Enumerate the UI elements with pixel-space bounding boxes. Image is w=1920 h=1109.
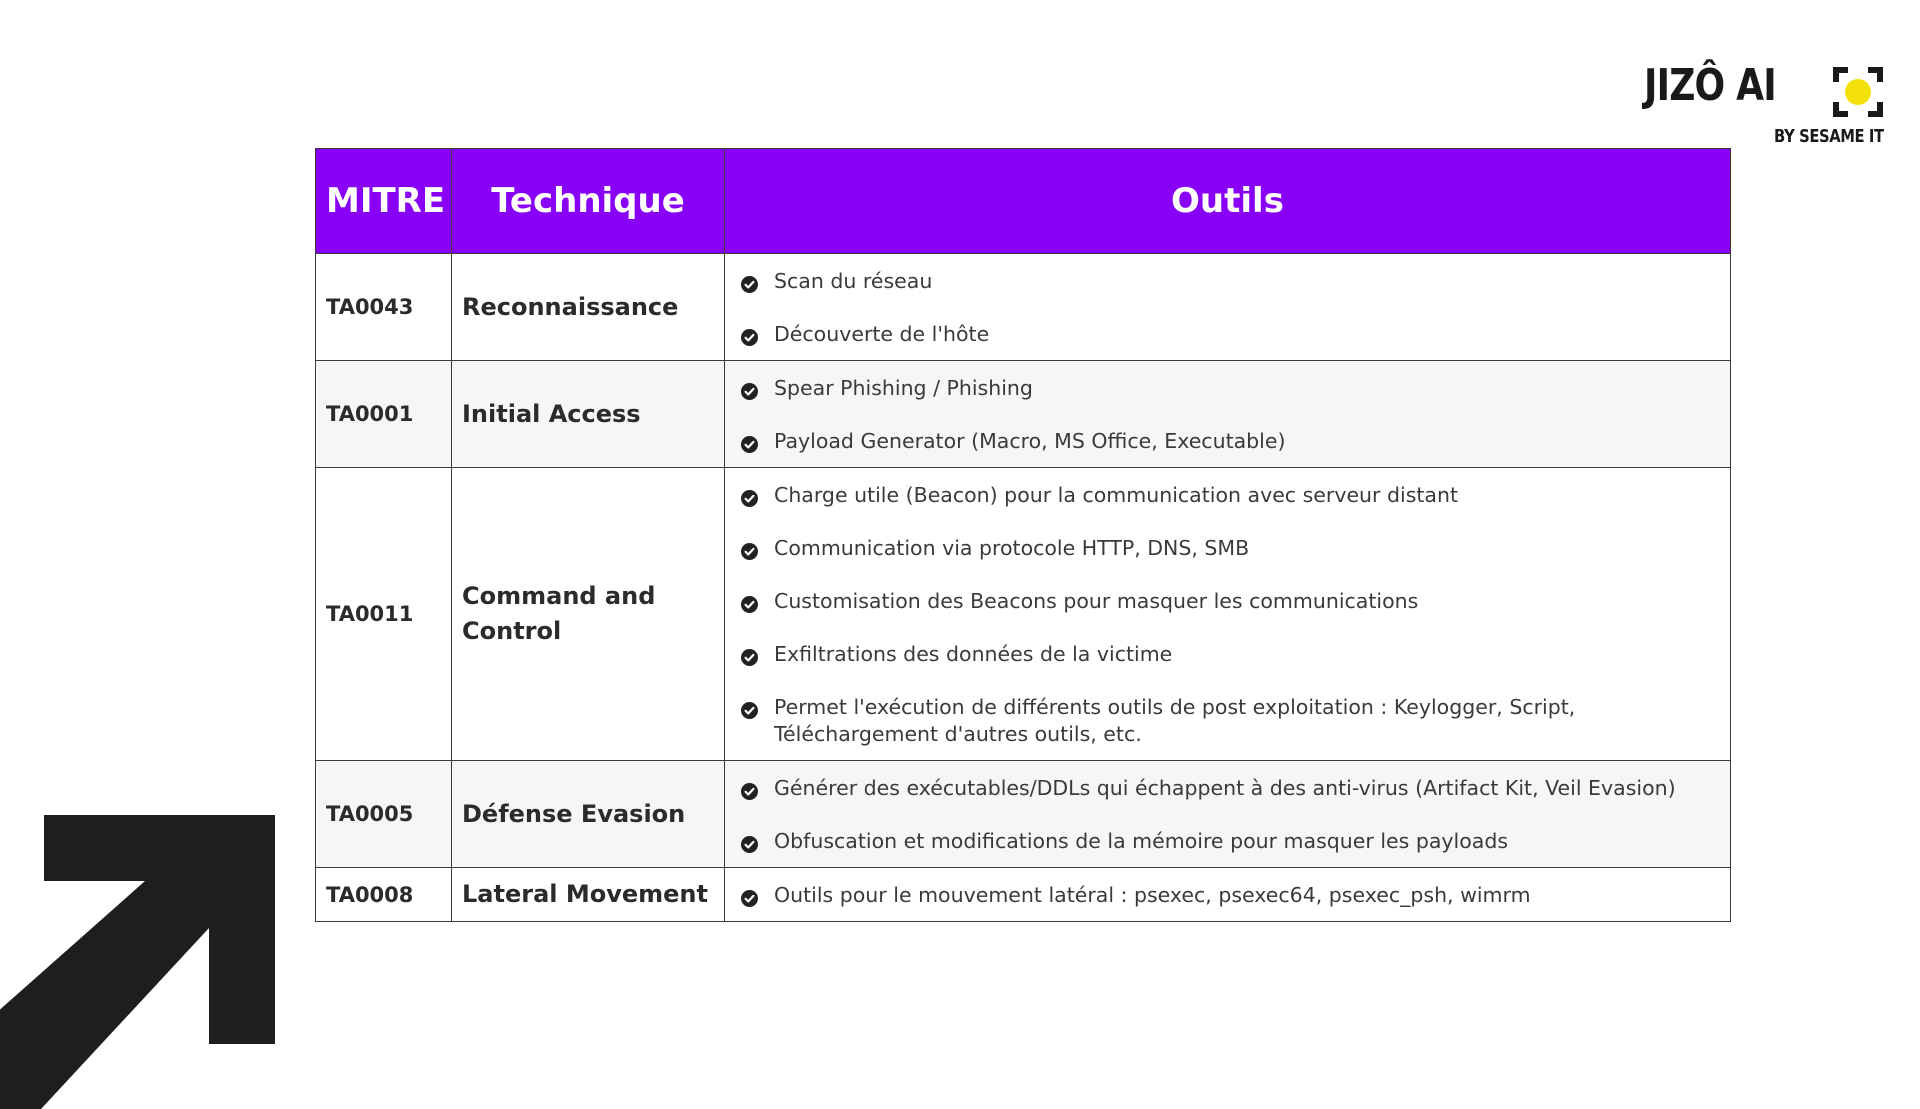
tools-cell <box>725 254 1731 361</box>
check-circle-icon <box>741 593 758 610</box>
tool-item <box>741 268 1714 295</box>
header-mitre: MITRE <box>316 149 452 254</box>
tool-item <box>741 694 1714 748</box>
tools-cell <box>725 361 1731 468</box>
tool-item <box>741 882 1714 909</box>
check-circle-icon <box>741 326 758 343</box>
table-row <box>316 361 1731 468</box>
mitre-id: TA0043 <box>316 254 452 361</box>
tool-text: Spear Phishing / Phishing <box>774 376 1033 400</box>
tool-item <box>741 641 1714 668</box>
table-row <box>316 868 1731 922</box>
tool-text: Générer des exécutables/DDLs qui échappent à des anti-virus (Artifact Kit, Veil Evasion) <box>774 776 1676 800</box>
mitre-table-container <box>315 148 1731 922</box>
table-header-row <box>316 149 1731 254</box>
mitre-id: TA0011 <box>316 468 452 761</box>
check-circle-icon <box>741 646 758 663</box>
tools-list <box>741 482 1714 748</box>
tools-cell <box>725 761 1731 868</box>
check-circle-icon <box>741 433 758 450</box>
tools-cell <box>725 868 1731 922</box>
tool-text: Permet l'exécution de différents outils de post exploitation : Keylogger, Script, Téléchargement d'autres outils, etc. <box>774 695 1576 746</box>
mitre-id: TA0005 <box>316 761 452 868</box>
check-circle-icon <box>741 540 758 557</box>
mitre-id: TA0001 <box>316 361 452 468</box>
check-circle-icon <box>741 887 758 904</box>
tool-item <box>741 828 1714 855</box>
technique-name: Défense Evasion <box>452 761 725 868</box>
tool-text: Payload Generator (Macro, MS Office, Executable) <box>774 429 1286 453</box>
check-circle-icon <box>741 487 758 504</box>
tool-text: Découverte de l'hôte <box>774 322 990 346</box>
table-row <box>316 761 1731 868</box>
mitre-table <box>315 148 1731 922</box>
tool-item <box>741 428 1714 455</box>
tool-text: Obfuscation et modifications de la mémoire pour masquer les payloads <box>774 829 1509 853</box>
arrow-up-right-icon <box>0 815 280 1109</box>
tool-text: Exfiltrations des données de la victime <box>774 642 1173 666</box>
tools-list <box>741 882 1714 909</box>
tools-cell <box>725 468 1731 761</box>
table-row <box>316 468 1731 761</box>
header-technique: Technique <box>452 149 725 254</box>
tool-item <box>741 375 1714 402</box>
tool-text: Communication via protocole HTTP, DNS, SMB <box>774 536 1250 560</box>
tool-text: Outils pour le mouvement latéral : psexec, psexec64, psexec_psh, wimrm <box>774 883 1531 907</box>
technique-name: Reconnaissance <box>452 254 725 361</box>
tool-item <box>741 535 1714 562</box>
tool-text: Charge utile (Beacon) pour la communication avec serveur distant <box>774 483 1459 507</box>
technique-name: Lateral Movement <box>452 868 725 922</box>
mitre-id: TA0008 <box>316 868 452 922</box>
check-circle-icon <box>741 780 758 797</box>
check-circle-icon <box>741 273 758 290</box>
tool-item <box>741 588 1714 615</box>
check-circle-icon <box>741 699 758 716</box>
logo-title: JIZÔ AI <box>1644 60 1776 111</box>
tool-item <box>741 482 1714 509</box>
technique-name: Initial Access <box>452 361 725 468</box>
brand-logo <box>1644 60 1884 154</box>
scan-frame-icon <box>1832 66 1884 118</box>
header-tools: Outils <box>725 149 1731 254</box>
tool-text: Scan du réseau <box>774 269 933 293</box>
technique-name: Command and Control <box>452 468 725 761</box>
tools-list <box>741 375 1714 455</box>
tools-list <box>741 775 1714 855</box>
tools-list <box>741 268 1714 348</box>
check-circle-icon <box>741 380 758 397</box>
tool-item <box>741 321 1714 348</box>
tool-item <box>741 775 1714 802</box>
logo-subtitle: BY SESAME IT <box>1774 126 1884 147</box>
tool-text: Customisation des Beacons pour masquer les communications <box>774 589 1419 613</box>
check-circle-icon <box>741 833 758 850</box>
table-row <box>316 254 1731 361</box>
